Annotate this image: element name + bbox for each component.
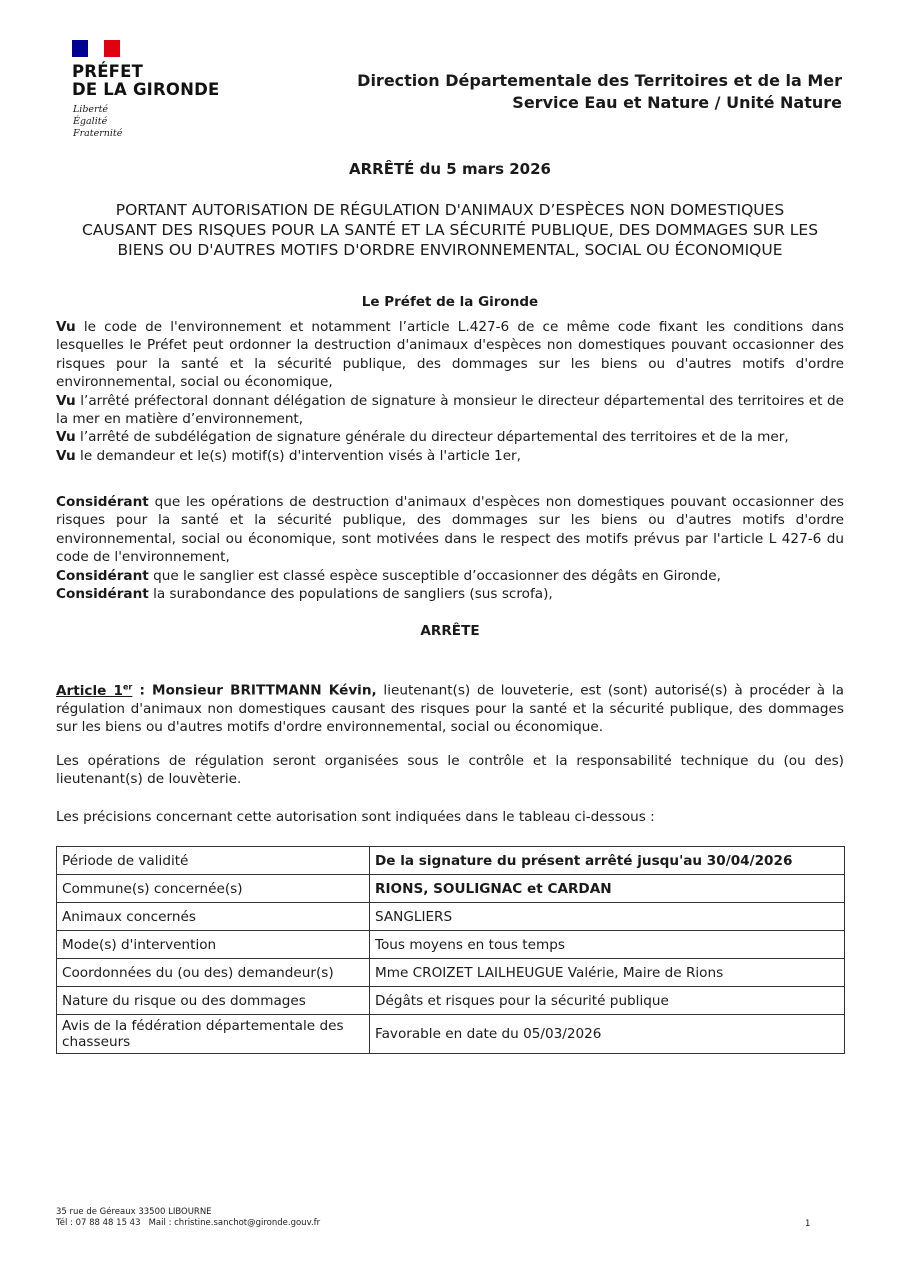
vu-keyword: Vu bbox=[56, 319, 76, 335]
table-label: Avis de la fédération départementale des chasseurs bbox=[57, 1015, 370, 1054]
article-1 bbox=[56, 678, 844, 737]
article-label: Article 1 bbox=[56, 682, 123, 699]
considerant-item bbox=[56, 493, 844, 567]
logo-line2: DE LA GIRONDE bbox=[72, 80, 220, 99]
subtitle-line: CAUSANT DES RISQUES POUR LA SANTÉ ET LA SÉCURITÉ PUBLIQUE, DES DOMMAGES SUR LES bbox=[81, 221, 819, 239]
subtitle-line: BIENS OU D'AUTRES MOTIFS D'ORDRE ENVIRONNEMENTAL, SOCIAL OU ÉCONOMIQUE bbox=[117, 241, 783, 259]
republic-motto bbox=[73, 104, 122, 140]
vu-text: l’arrêté préfectoral donnant délégation de signature à monsieur le directeur départemental des territoires et de la mer en matière d’environnement, bbox=[56, 392, 844, 428]
document-subtitle bbox=[56, 200, 844, 260]
logo-line1: PRÉFET bbox=[72, 62, 144, 81]
table-row bbox=[57, 903, 845, 931]
vu-section bbox=[56, 318, 844, 465]
table-value: Dégâts et risques pour la sécurité publique bbox=[370, 987, 845, 1015]
article-sep: : bbox=[132, 682, 145, 699]
department-name: Direction Départementale des Territoires et de la Mer bbox=[357, 71, 842, 90]
table-label: Mode(s) d'intervention bbox=[57, 931, 370, 959]
motto-liberte: Liberté bbox=[73, 104, 109, 115]
footer-contact-line: Tél : 07 88 48 15 43 Mail : christine.sanchot@gironde.gouv.fr bbox=[56, 1217, 321, 1228]
logo-title bbox=[72, 63, 220, 99]
considerant-text: que le sanglier est classé espèce susceptible d’occasionner des dégâts en Gironde, bbox=[148, 567, 721, 584]
table-value: De la signature du présent arrêté jusqu'au 30/04/2026 bbox=[370, 847, 845, 875]
vu-item bbox=[56, 392, 844, 429]
table-row bbox=[57, 1015, 845, 1054]
motto-fraternite: Fraternité bbox=[73, 128, 123, 139]
article-sup: er bbox=[122, 682, 133, 691]
marianne-flag-logo bbox=[72, 40, 120, 57]
considerant-item bbox=[56, 567, 844, 585]
table-value: RIONS, SOULIGNAC et CARDAN bbox=[370, 875, 845, 903]
subtitle-line: PORTANT AUTORISATION DE RÉGULATION D'ANIMAUX D’ESPÈCES NON DOMESTIQUES bbox=[115, 201, 785, 219]
table-label: Commune(s) concernée(s) bbox=[57, 875, 370, 903]
article-text: lieutenant(s) de louveterie, est (sont) autorisé(s) à procéder à la régulation d'animaux non domestiques causant des risques pour la santé et la sécurité publique, des dommages sur les biens ou d'autres motifs d'ordre environnemental, social ou économique. bbox=[56, 682, 844, 736]
table-value: Tous moyens en tous temps bbox=[370, 931, 845, 959]
vu-keyword: Vu bbox=[56, 447, 76, 464]
considerant-keyword: Considérant bbox=[56, 586, 149, 603]
table-row bbox=[57, 931, 845, 959]
vu-keyword: Vu bbox=[56, 392, 76, 409]
footer-address-line: 35 rue de Géreaux 33500 LIBOURNE bbox=[56, 1207, 212, 1217]
considerant-section bbox=[56, 493, 844, 603]
vu-item bbox=[56, 428, 844, 446]
vu-text: le demandeur et le(s) motif(s) d'intervention visés à l'article 1er, bbox=[75, 447, 521, 464]
table-label: Coordonnées du (ou des) demandeur(s) bbox=[57, 959, 370, 987]
paragraph-table-intro: Les précisions concernant cette autorisation sont indiquées dans le tableau ci-dessous : bbox=[56, 809, 655, 825]
vu-text: l’arrêté de subdélégation de signature générale du directeur départemental des territoires et de la mer, bbox=[75, 429, 789, 446]
table-label: Animaux concernés bbox=[57, 903, 370, 931]
service-name: Service Eau et Nature / Unité Nature bbox=[512, 93, 842, 112]
footer-address bbox=[56, 1207, 320, 1228]
considerant-text: que les opérations de destruction d'animaux d'espèces non domestiques pouvant occasionner des risques pour la santé et la sécurité publique, des dommages sur les biens ou d'autres motifs d'ordre environnemental, social ou économique, sont motivées dans le respect des motifs prévus par l'article L 427-6 du code de l'environnement, bbox=[56, 494, 844, 566]
table-label: Période de validité bbox=[57, 847, 370, 875]
prefet-heading: Le Préfet de la Gironde bbox=[361, 294, 539, 310]
table-row bbox=[57, 959, 845, 987]
vu-text: le code de l'environnement et notamment l’article L.427-6 de ce même code fixant les conditions dans lesquelles le Préfet peut ordonner la destruction d'animaux d'espèces non domestiques pouvant occasionner des risques pour la santé et la sécurité publique, des dommages sur les biens ou d'autres motifs d'ordre environnemental, social ou économique, bbox=[56, 319, 844, 391]
paragraph-operations: Les opérations de régulation seront organisées sous le contrôle et la responsabilité technique du (ou des) lieutenant(s) de louvèterie. bbox=[56, 753, 844, 788]
arrete-heading: ARRÊTE bbox=[420, 623, 480, 639]
authorization-table bbox=[56, 846, 845, 1054]
page-number: 1 bbox=[805, 1219, 811, 1229]
considerant-item bbox=[56, 585, 844, 603]
department-header bbox=[357, 70, 842, 114]
considerant-keyword: Considérant bbox=[56, 567, 149, 584]
table-value: Favorable en date du 05/03/2026 bbox=[370, 1015, 845, 1054]
considerant-keyword: Considérant bbox=[56, 494, 149, 510]
motto-egalite: Égalité bbox=[73, 116, 108, 127]
considerant-text: la surabondance des populations de sangliers (sus scrofa), bbox=[148, 586, 553, 603]
vu-item bbox=[56, 447, 844, 465]
table-row bbox=[57, 847, 845, 875]
table-value: SANGLIERS bbox=[370, 903, 845, 931]
table-value: Mme CROIZET LAILHEUGUE Valérie, Maire de Rions bbox=[370, 959, 845, 987]
table-row bbox=[57, 987, 845, 1015]
table-label: Nature du risque ou des dommages bbox=[57, 987, 370, 1015]
document-title: ARRÊTÉ du 5 mars 2026 bbox=[348, 160, 551, 178]
vu-item bbox=[56, 318, 844, 392]
vu-keyword: Vu bbox=[56, 429, 76, 446]
article-person: Monsieur BRITTMANN Kévin, bbox=[144, 682, 377, 699]
table-row bbox=[57, 875, 845, 903]
